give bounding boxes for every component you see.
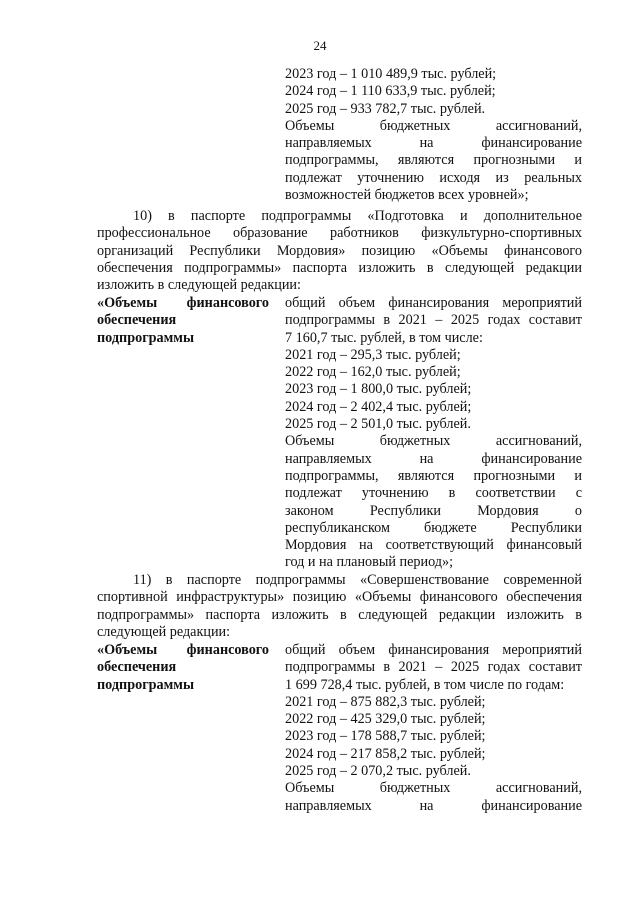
text-line: спортивной инфраструктуры» позицию «Объемы финансового обеспечения bbox=[97, 589, 582, 606]
text-line: Мордовия на соответствующий финансовый bbox=[285, 537, 582, 554]
text-line: возможностей бюджетов всех уровней»; bbox=[285, 187, 529, 204]
text-line: общий объем финансирования мероприятий bbox=[285, 642, 582, 658]
label-line: подпрограммы bbox=[97, 676, 195, 693]
text-line: направляемых на финансирование bbox=[285, 797, 582, 814]
text-line: подлежат уточнению исходя из реальных bbox=[285, 169, 582, 186]
label-line: «Объемы финансового bbox=[97, 642, 269, 658]
text-line: 7 160,7 тыс. рублей, в том числе: bbox=[285, 329, 483, 346]
text-line: 2025 год – 933 782,7 тыс. рублей. bbox=[285, 100, 486, 117]
text-line: 2023 год – 178 588,7 тыс. рублей; bbox=[285, 728, 486, 745]
label-line: обеспечения bbox=[97, 659, 177, 676]
section2-label bbox=[97, 642, 269, 694]
section1-label bbox=[97, 295, 269, 347]
text-line: 2021 год – 295,3 тыс. рублей; bbox=[285, 346, 461, 363]
text-line: Объемы бюджетных ассигнований, bbox=[285, 117, 582, 134]
text-line: общий объем финансирования мероприятий bbox=[285, 295, 582, 311]
text-line: направляемых на финансирование bbox=[285, 135, 582, 152]
block1-text bbox=[285, 66, 582, 204]
text-line: обеспечения подпрограммы» паспорта изложить в следующей редакции bbox=[97, 259, 582, 276]
text-line: подлежат уточнению в соответствии с bbox=[285, 485, 582, 502]
paragraph-10 bbox=[97, 208, 582, 294]
section2-body bbox=[285, 642, 582, 815]
text-line: законом Республики Мордовия о bbox=[285, 502, 582, 519]
text-line: год и на плановый период»; bbox=[285, 554, 454, 571]
text-line: следующей редакции: bbox=[97, 623, 231, 640]
text-line: подпрограммы, являются прогнозными и bbox=[285, 152, 582, 169]
text-line: подпрограммы в 2021 – 2025 годах составит bbox=[285, 312, 582, 329]
text-line: 2025 год – 2 070,2 тыс. рублей. bbox=[285, 763, 471, 780]
text-line: 2024 год – 217 858,2 тыс. рублей; bbox=[285, 745, 486, 762]
text-line: 2021 год – 875 882,3 тыс. рублей; bbox=[285, 693, 486, 710]
page-number: 24 bbox=[313, 38, 327, 53]
text-line: 1 699 728,4 тыс. рублей, в том числе по годам: bbox=[285, 676, 565, 693]
text-line: 2024 год – 1 110 633,9 тыс. рублей; bbox=[285, 83, 496, 100]
text-line: Объемы бюджетных ассигнований, bbox=[285, 780, 582, 797]
text-line: 2023 год – 1 800,0 тыс. рублей; bbox=[285, 381, 472, 398]
label-line: обеспечения bbox=[97, 312, 177, 329]
text-line: 2022 год – 162,0 тыс. рублей; bbox=[285, 364, 461, 381]
paragraph-11 bbox=[97, 572, 582, 641]
text-line: изложить в следующей редакции: bbox=[97, 277, 301, 294]
text-line: 2023 год – 1 010 489,9 тыс. рублей; bbox=[285, 66, 497, 82]
text-line: 2022 год – 425 329,0 тыс. рублей; bbox=[285, 711, 486, 728]
text-line: Объемы бюджетных ассигнований, bbox=[285, 433, 582, 450]
text-line: республиканском бюджете Республики bbox=[285, 519, 582, 536]
text-line: подпрограммы в 2021 – 2025 годах составит bbox=[285, 659, 582, 676]
label-line: «Объемы финансового bbox=[97, 295, 269, 311]
text-line: 10) в паспорте подпрограммы «Подготовка и дополнительное bbox=[133, 208, 582, 224]
text-line: 2024 год – 2 402,4 тыс. рублей; bbox=[285, 398, 472, 415]
text-line: организаций Республики Мордовия» позицию «Объемы финансового bbox=[97, 242, 582, 259]
text-line: профессиональное образование работников физкультурно-спортивных bbox=[97, 225, 582, 242]
text-line: подпрограммы» паспорта изложить в следующей редакции изложить в bbox=[97, 606, 582, 623]
text-line: 2025 год – 2 501,0 тыс. рублей. bbox=[285, 416, 471, 433]
text-line: направляемых на финансирование bbox=[285, 450, 582, 467]
text-line: 11) в паспорте подпрограммы «Совершенствование современной bbox=[133, 572, 582, 588]
text-line: подпрограммы, являются прогнозными и bbox=[285, 467, 582, 484]
label-line: подпрограммы bbox=[97, 329, 195, 346]
section1-body bbox=[285, 295, 582, 572]
